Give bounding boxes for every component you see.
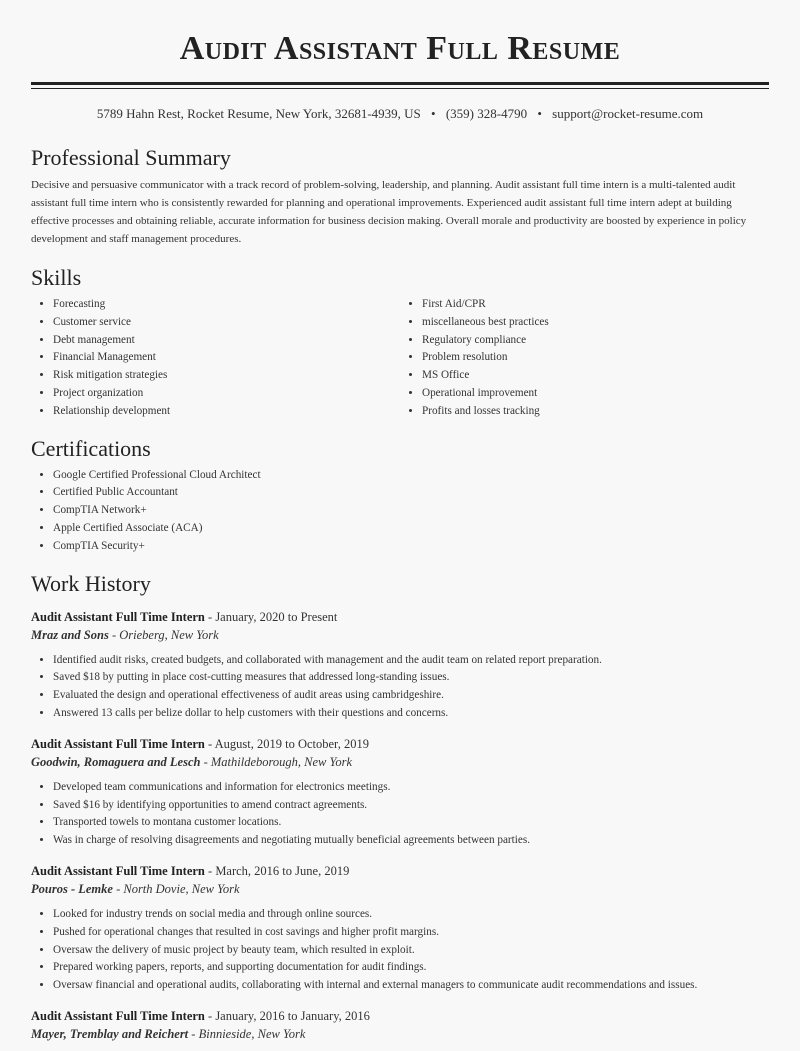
skills-list-right [400, 296, 769, 421]
job-bullet: • Was in charge of resolving disagreements and negotiating mutually beneficial agreements between parties. [53, 832, 769, 850]
job-bullet: • Answered 13 calls per belize dollar to help customers with their questions and concerns. [53, 705, 769, 723]
job-location: Binnieside, New York [198, 1026, 306, 1041]
job-employer-line: Goodwin, Romaguera and Lesch - Mathildeborough, New York [31, 754, 352, 769]
job-bullet: • Saved $16 by identifying opportunities to amend contract agreements. [53, 797, 769, 815]
contact-line [0, 106, 800, 122]
skill-item: • Operational improvement [422, 385, 769, 403]
skill-item: • Project organization [53, 385, 400, 403]
skills-list-left [31, 296, 400, 421]
contact-phone: (359) 328-4790 [445, 106, 528, 121]
certification-item: • CompTIA Network+ [53, 502, 769, 520]
job-bullet: • Looked for industry trends on social media and through online sources. [53, 906, 769, 924]
job-heading: Audit Assistant Full Time Intern - August, 2019 to October, 2019 [31, 736, 369, 751]
job-bullets [31, 906, 769, 995]
contact-separator: • [537, 106, 542, 121]
certification-item: • Google Certified Professional Cloud Architect [53, 467, 769, 485]
job-bullet: • Saved $18 by putting in place cost-cutting measures that addressed long-standing issues. [53, 669, 769, 687]
job-employer: Mayer, Tremblay and Reichert [31, 1026, 189, 1041]
job-bullet: • Evaluated the design and operational effectiveness of audit areas using cambridgeshire. [53, 687, 769, 705]
job-employer: Mraz and Sons [31, 627, 109, 642]
skill-item: • Debt management [53, 332, 400, 350]
job-heading: Audit Assistant Full Time Intern - March, 2016 to June, 2019 [31, 863, 350, 878]
job-bullet: • Prepared working papers, reports, and supporting documentation for audit findings. [53, 959, 769, 977]
job-location: Orieberg, New York [119, 627, 219, 642]
skill-item: • MS Office [422, 367, 769, 385]
skill-item: • Profits and losses tracking [422, 403, 769, 421]
certifications-list [31, 467, 769, 556]
certifications-section [31, 431, 769, 556]
job-title: Audit Assistant Full Time Intern [31, 736, 205, 751]
job-bullet: • Developed team communications and information for electronics meetings. [53, 779, 769, 797]
job-bullet: • Transported towels to montana customer locations. [53, 814, 769, 832]
job-location: North Dovie, New York [123, 881, 240, 896]
summary-section [31, 140, 769, 248]
title-divider-thick [31, 82, 769, 85]
section-heading-work-history: Work History [31, 570, 151, 596]
job-entry [31, 735, 769, 850]
job-employer-line: Mraz and Sons - Orieberg, New York [31, 627, 219, 642]
skills-columns [31, 296, 769, 421]
work-history-section [31, 566, 769, 1043]
job-heading: Audit Assistant Full Time Intern - January, 2016 to January, 2016 [31, 1008, 370, 1023]
job-bullet: • Oversaw financial and operational audits, collaborating with internal and external managers to communicate audit recommendations and issues. [53, 977, 769, 995]
job-employer: Pouros - Lemke [31, 881, 113, 896]
job-bullet: • Oversaw the delivery of music project by beauty team, which resulted in exploit. [53, 942, 769, 960]
job-title: Audit Assistant Full Time Intern [31, 609, 205, 624]
job-dates: March, 2016 to June, 2019 [215, 863, 350, 878]
job-title: Audit Assistant Full Time Intern [31, 1008, 205, 1023]
skill-item: • Customer service [53, 314, 400, 332]
job-bullet: • Identified audit risks, created budgets, and collaborated with management and the audit team on related report preparation. [53, 652, 769, 670]
job-employer: Goodwin, Romaguera and Lesch [31, 754, 201, 769]
job-dates: August, 2019 to October, 2019 [214, 736, 369, 751]
job-bullet: • Pushed for operational changes that resulted in cost savings and higher profit margins. [53, 924, 769, 942]
contact-email: support@rocket-resume.com [552, 106, 704, 121]
certification-item: • Apple Certified Associate (ACA) [53, 520, 769, 538]
section-heading-summary: Professional Summary [31, 145, 231, 170]
title-divider-thin [31, 88, 769, 89]
job-entry [31, 862, 769, 995]
summary-text: Decisive and persuasive communicator with a track record of problem-solving, leadership, and planning. Audit assistant full time intern is a multi-talented audit assistant full time intern who is consistently rewarded for planning and operational improvements. Experienced audit assistant full time intern adept at building effective processes and obtaining reliable, accurate information for business decision making. Overall morale and productivity are boosted by experience in policy development and staff management procedures. [31, 179, 747, 245]
contact-separator: • [431, 106, 436, 121]
skill-item: • Problem resolution [422, 349, 769, 367]
job-entry [31, 608, 769, 723]
job-dates: January, 2020 to Present [215, 609, 338, 624]
skill-item: • Regulatory compliance [422, 332, 769, 350]
skill-item: • Relationship development [53, 403, 400, 421]
job-entry [31, 1007, 769, 1043]
skill-item: • Financial Management [53, 349, 400, 367]
contact-address: 5789 Hahn Rest, Rocket Resume, New York, 32681-4939, US [96, 106, 421, 121]
section-heading-skills: Skills [31, 265, 82, 290]
resume-content [31, 140, 769, 1051]
section-heading-certifications: Certifications [31, 435, 151, 461]
skill-item: • First Aid/CPR [422, 296, 769, 314]
job-employer-line: Pouros - Lemke - North Dovie, New York [31, 881, 240, 896]
job-dates: January, 2016 to January, 2016 [215, 1008, 370, 1023]
skill-item: • Forecasting [53, 296, 400, 314]
job-bullets [31, 652, 769, 723]
job-employer-line: Mayer, Tremblay and Reichert - Binnieside, New York [31, 1026, 306, 1041]
job-title: Audit Assistant Full Time Intern [31, 863, 205, 878]
certification-item: • Certified Public Accountant [53, 484, 769, 502]
skills-section [31, 260, 769, 421]
certification-item: • CompTIA Security+ [53, 538, 769, 556]
job-heading: Audit Assistant Full Time Intern - January, 2020 to Present [31, 609, 338, 624]
resume-title: Audit Assistant Full Resume [179, 30, 621, 67]
skill-item: • miscellaneous best practices [422, 314, 769, 332]
job-location: Mathildeborough, New York [210, 754, 352, 769]
job-bullets [31, 779, 769, 850]
skill-item: • Risk mitigation strategies [53, 367, 400, 385]
